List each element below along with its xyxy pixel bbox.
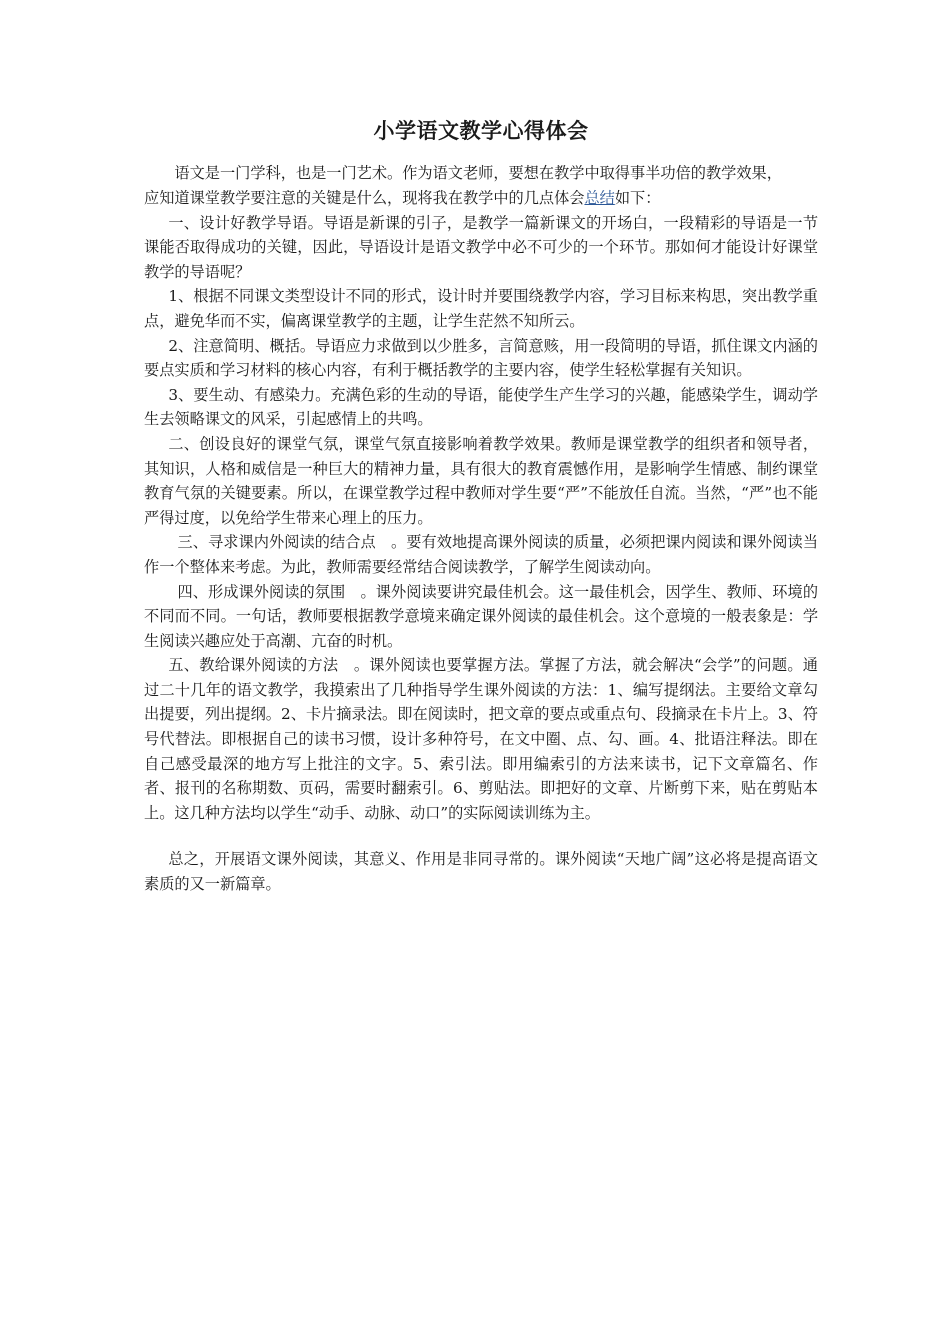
paragraph-section-5: 五、教给课外阅读的方法 。课外阅读也要掌握方法。掌握了方法，就会解决“会学”的问题。通过二十几年的语文教学，我摸索出了几种指导学生课外阅读的方法：1、编写提纲法。主要给文章勾出提要，列出提纲。2、卡片摘录法。即在阅读时，把文章的要点或重点句、段摘录在卡片上。3、符号代替法。即根据自己的读书习惯，设计多种符号，在文中圈、点、勾、画。4、批语注释法。即在自己感受最深的地方写上批注的文字。5、索引法。即用编索引的方法来读书，记下文章篇名、作者、报刊的名称期数、页码，需要时翻索引。6、剪贴法。即把好的文章、片断剪下来，贴在剪贴本上。这几种方法均以学生“动手、动脉、动口”的实际阅读训练为主。 [144,656,818,822]
paragraph-section-3: 三、寻求课内外阅读的结合点 。要有效地提高课外阅读的质量，必须把课内阅读和课外阅读当作一个整体来考虑。为此，教师需要经常结合阅读教学，了解学生阅读动向。 [144,533,818,576]
intro-text-a: 应知道课堂教学要注意的关键是什么，现将我在教学中的几点体会 [144,189,585,207]
paragraph-point-1: 1、根据不同课文类型设计不同的形式，设计时并要围绕教学内容，学习目标来构思，突出教学重点，避免华而不实，偏离课堂教学的主题，让学生茫然不知所云。 [144,287,818,330]
paragraph-section-1: 一、设计好教学导语。导语是新课的引子，是教学一篇新课文的开场白，一段精彩的导语是一节课能否取得成功的关键，因此，导语设计是语文教学中必不可少的一个环节。那如何才能设计好课堂教学的导语呢？ [144,213,818,281]
document-title: 小学语文教学心得体会 [373,118,589,143]
document-body [144,154,818,897]
paragraph-point-3: 3、要生动、有感染力。充满色彩的生动的导语，能使学生产生学习的兴趣，能感染学生，调动学生去领略课文的风采，引起感情上的共鸣。 [144,385,818,429]
paragraph-section-4: 四、形成课外阅读的氛围 。课外阅读要讲究最佳机会。这一最佳机会，因学生、教师、环境的不同而不同。一句话，教师要根据教学意境来确定课外阅读的最佳机会。这个意境的一般表象是：学生阅读兴趣应处于高潮、亢奋的时机。 [144,582,818,650]
paragraph-conclusion: 总之，开展语文课外阅读，其意义、作用是非同寻常的。课外阅读“天地广阔”这必将是提高语文素质的又一新篇章。 [144,850,818,894]
paragraph-section-2: 二、创设良好的课堂气氛，课堂气氛直接影响着教学效果。教师是课堂教学的组织者和领导者，其知识，人格和威信是一种巨大的精神力量，具有很大的教育震憾作用，是影响学生情感、制约课堂教育气氛的关键要素。所以，在课堂教学过程中教师对学生要“严”不能放任自流。当然，“严”也不能严得过度，以免给学生带来心理上的压力。 [144,434,818,527]
intro-line-1: 语文是一门学科，也是一门艺术。作为语文老师，要想在教学中取得事半功倍的教学效果， [174,164,782,182]
intro-text-b: 如下： [614,189,661,207]
paragraph-point-2: 2、注意简明、概括。导语应力求做到以少胜多，言简意赅，用一段简明的导语，抓住课文内涵的要点实质和学习材料的核心内容，有利于概括教学的主要内容，使学生轻松掌握有关知识。 [144,336,818,380]
summary-link[interactable]: 总结 [584,189,615,207]
